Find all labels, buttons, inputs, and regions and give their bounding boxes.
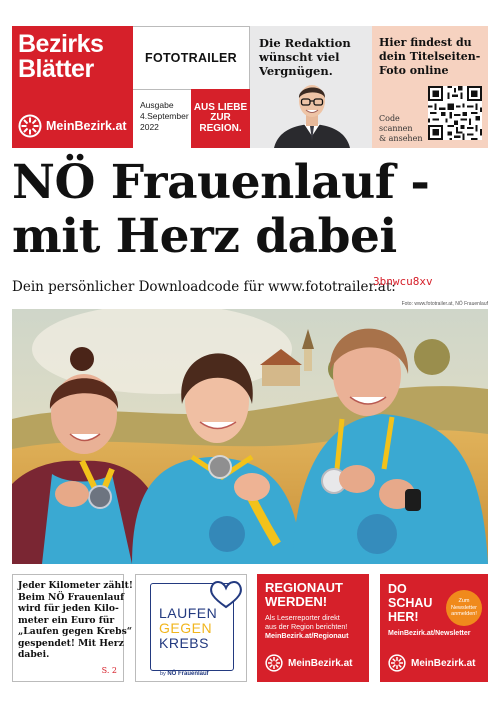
meinbezirk-icon — [265, 654, 283, 672]
newsletter-link[interactable]: MeinBezirk.at/Newsletter — [388, 630, 471, 637]
scan-hint: Code scannen & ansehen — [379, 114, 423, 143]
teaser-box[interactable] — [12, 574, 133, 682]
regionaut-link[interactable]: MeinBezirk.at/Regionaut — [265, 631, 349, 640]
logo-brand-text: MeinBezirk.at — [46, 119, 127, 133]
editor-portrait — [272, 81, 352, 148]
logo-byline: by NÖ Frauenlauf — [160, 671, 209, 677]
slogan-badge: AUS LIEBE ZUR REGION. — [191, 89, 250, 148]
regionaut-body: Als Leserreporter direkt aus der Region berichten! MeinBezirk.at/Regionaut — [265, 613, 361, 640]
logo-words: LAUFEN GEGEN KREBS — [159, 605, 218, 651]
download-code[interactable]: 3bnwcu8xv — [373, 275, 433, 288]
editor-greeting-text: Die Redaktion wünscht viel Vergnügen. — [259, 36, 351, 78]
page-headline: NÖ Frauenlauf - mit Herz dabei — [12, 155, 430, 264]
newsletter-badge[interactable]: Zum Newsletter anmelden! — [446, 590, 482, 626]
qr-code-icon[interactable] — [428, 86, 482, 140]
logo-brand-row — [18, 114, 127, 138]
section-label: FOTOTRAILER — [133, 26, 250, 89]
meinbezirk-icon — [388, 654, 406, 672]
promo-text: Hier findest du dein Titelseiten- Foto online — [379, 36, 481, 77]
laufen-gegen-krebs-box — [135, 574, 247, 682]
bezirksblaetter-logo[interactable] — [12, 26, 133, 148]
laufen-gegen-krebs-logo — [150, 583, 234, 671]
newsletter-ad[interactable] — [380, 574, 488, 682]
masthead — [12, 26, 488, 148]
online-photo-promo — [372, 26, 488, 148]
issue-date: Ausgabe 4.September 2022 — [133, 89, 191, 148]
teaser-text: Jeder Kilometer zählt! Beim NÖ Frauenlauf wird für jeden Kilo- meter ein Euro für „Laufen gegen Krebs“ gespendet! Mit Herz dabei. — [18, 580, 133, 660]
editor-greeting — [250, 26, 372, 148]
regionaut-title: REGIONAUT WERDEN! — [265, 580, 343, 609]
photo-credit: Foto: www.fototrailer.at, NÖ Frauenlauf — [401, 301, 488, 307]
logo-wordmark: Bezirks Blätter — [18, 30, 104, 83]
cover-photo-illustration — [12, 309, 488, 564]
download-code-label: Dein persönlicher Downloadcode für www.fototrailer.at: — [12, 279, 396, 295]
regionaut-ad[interactable] — [257, 574, 369, 682]
page-reference: S. 2 — [101, 666, 117, 675]
meinbezirk-icon — [18, 114, 42, 138]
newsletter-title: DO SCHAU HER! — [388, 582, 433, 624]
regionaut-brand: MeinBezirk.at — [265, 654, 352, 672]
cover-photo — [12, 309, 488, 564]
section-column — [133, 26, 250, 148]
newsletter-brand: MeinBezirk.at — [388, 654, 475, 672]
